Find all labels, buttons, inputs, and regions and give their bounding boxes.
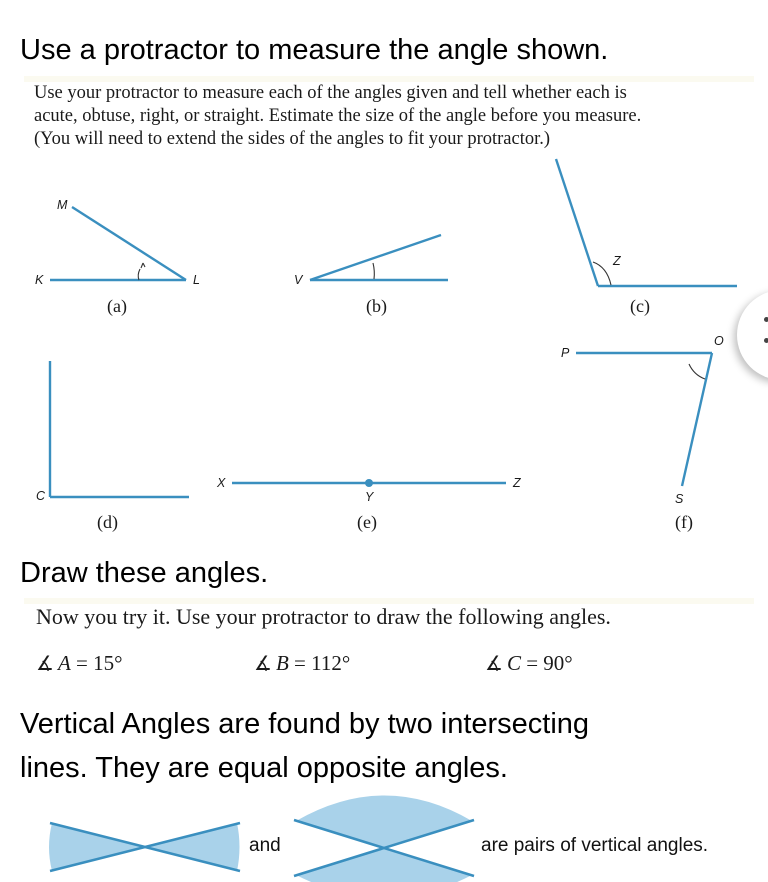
caption-c: (c) (630, 296, 650, 316)
figure-f-angle (576, 353, 712, 486)
instruction-line: Use your protractor to measure each of the angles given and tell whether each is (34, 83, 627, 103)
measure-heading: Use a protractor to measure the angle shown. (20, 34, 609, 66)
vertical-conclusion: are pairs of vertical angles. (481, 835, 709, 856)
caption-a: (a) (107, 296, 127, 316)
angle-value: = 112° (294, 651, 351, 675)
label-y: Y (365, 490, 374, 504)
label-s: S (675, 492, 684, 506)
draw-prompt: Now you try it. Use your protractor to draw the following angles. (36, 604, 611, 629)
label-l: L (193, 273, 200, 287)
drag-handle-icon (764, 338, 768, 343)
caption-e: (e) (357, 512, 377, 532)
angle-c (485, 651, 573, 676)
caption-b: (b) (366, 296, 387, 316)
label-o: O (714, 334, 724, 348)
draw-heading: Draw these angles. (20, 557, 269, 589)
label-k: K (35, 273, 44, 287)
arc-b-icon (373, 263, 374, 279)
label-v: V (294, 273, 303, 287)
label-z-angle: Z (613, 254, 621, 268)
arc-a-arrow (141, 263, 145, 268)
figure-c-angle (556, 159, 737, 286)
instruction-line: acute, obtuse, right, or straight. Estimate the size of the angle before you measure. (34, 106, 642, 126)
label-z: Z (513, 476, 521, 490)
vertical-angles-figure-2 (294, 796, 474, 882)
label-c: C (36, 489, 46, 503)
instruction-line: (You will need to extend the sides of the angles to fit your protractor.) (34, 129, 551, 149)
caption-f: (f) (675, 512, 693, 532)
label-p: P (561, 346, 570, 360)
angle-name: C (506, 651, 521, 675)
arc-a-icon (138, 269, 140, 280)
figure-b-angle (310, 235, 448, 280)
angle-name: A (57, 651, 71, 675)
drag-handle-icon (764, 317, 768, 322)
label-x: X (217, 476, 226, 490)
angle-value: = 15° (76, 651, 123, 675)
vertical-heading-line2: lines. They are equal opposite angles. (20, 752, 508, 784)
figure-a-angle (50, 207, 186, 280)
arc-f-icon (689, 364, 705, 379)
angle-symbol-icon: ∡ (485, 653, 503, 675)
figure-d-angle (50, 361, 189, 497)
angle-symbol-icon: ∡ (36, 653, 54, 675)
angle-b (254, 651, 350, 676)
vertical-connector: and (249, 835, 281, 856)
caption-d: (d) (97, 512, 118, 532)
angle-symbol-icon: ∡ (254, 653, 272, 675)
angle-name: B (275, 651, 289, 675)
label-m: M (57, 198, 68, 212)
vertical-angles-figure-1 (49, 823, 240, 871)
angle-value: = 90° (526, 651, 573, 675)
vertical-heading-line1: Vertical Angles are found by two intersecting (20, 708, 590, 740)
point-y-dot (365, 479, 373, 487)
angle-a (36, 651, 123, 676)
